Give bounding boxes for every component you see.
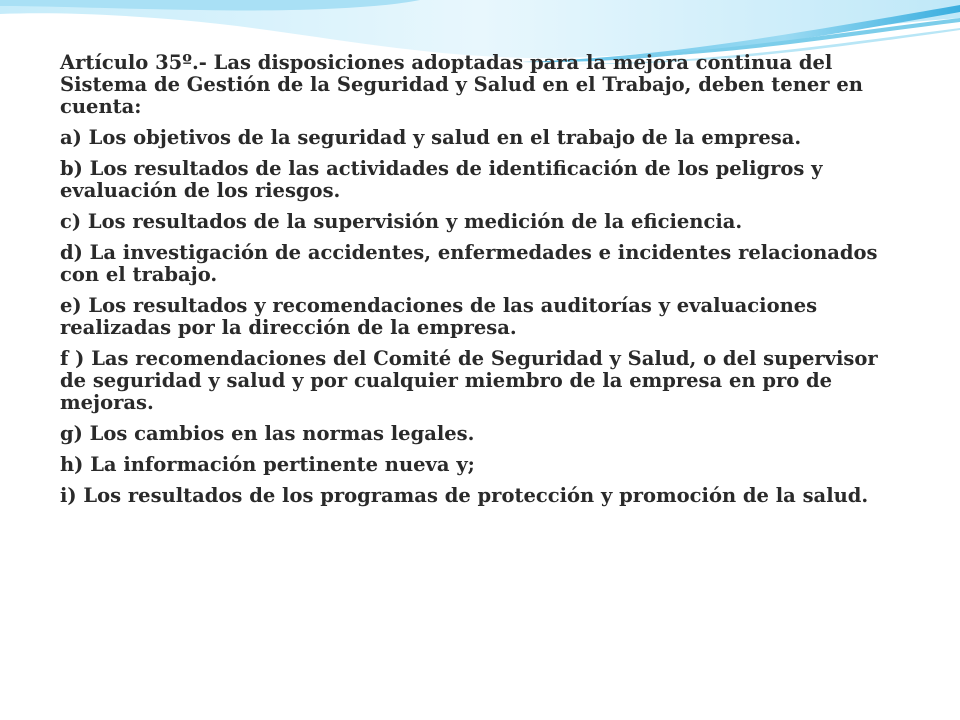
list-item-a: a) Los objetivos de la seguridad y salud en el trabajo de la empresa.: [60, 126, 802, 149]
list-item-i: i) Los resultados de los programas de protección y promoción de la salud.: [60, 484, 869, 507]
list-item-f: f ) Las recomendaciones del Comité de Seguridad y Salud, o del supervisor de seguridad y salud y por cualquier miembro de la empresa en pro de mejoras.: [60, 347, 878, 414]
list-item-b: b) Los resultados de las actividades de identificación de los peligros y evaluación de los riesgos.: [60, 157, 823, 202]
list-item-d: d) La investigación de accidentes, enfermedades e incidentes relacionados con el trabajo.: [60, 241, 878, 286]
slide-body: [60, 52, 910, 516]
list-item-e: e) Los resultados y recomendaciones de las auditorías y evaluaciones realizadas por la dirección de la empresa.: [60, 294, 818, 339]
list-item-c: c) Los resultados de la supervisión y medición de la eficiencia.: [60, 210, 743, 233]
list-item-h: h) La información pertinente nueva y;: [60, 453, 475, 476]
list-item-g: g) Los cambios en las normas legales.: [60, 422, 475, 445]
article-heading: Artículo 35º.- Las disposiciones adoptadas para la mejora continua del Sistema de Gestión de la Seguridad y Salud en el Trabajo, deben tener en cuenta:: [60, 51, 863, 118]
